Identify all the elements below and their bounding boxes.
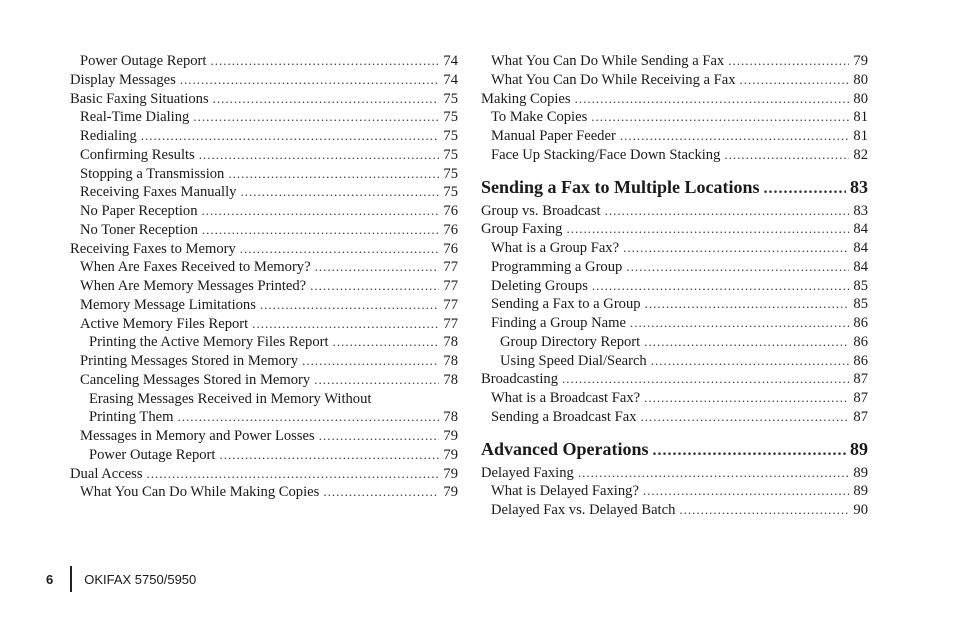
toc-entry-title: Messages in Memory and Power Losses bbox=[80, 428, 315, 444]
toc-entry bbox=[481, 108, 868, 127]
toc-entry bbox=[481, 127, 868, 146]
toc-leader-dots bbox=[740, 71, 850, 90]
toc-entry-title: Delayed Faxing bbox=[481, 464, 574, 481]
toc-leader-dots bbox=[302, 352, 439, 371]
toc-entry-title: Programming a Group bbox=[491, 258, 623, 275]
toc-entry bbox=[481, 352, 868, 371]
toc-page-number: 79 bbox=[443, 465, 458, 482]
toc-entry-title: Manual Paper Feeder bbox=[491, 128, 616, 144]
toc-entry-title: Sending a Fax to a Group bbox=[491, 296, 641, 313]
toc-leader-dots bbox=[592, 277, 850, 296]
toc-page-number: 90 bbox=[853, 502, 868, 518]
toc-entry-title: Real-Time Dialing bbox=[80, 109, 190, 126]
toc-entry bbox=[70, 483, 458, 502]
toc-leader-dots bbox=[591, 108, 849, 127]
toc-leader-dots bbox=[643, 482, 849, 501]
toc-entry-title: What You Can Do While Sending a Fax bbox=[491, 53, 725, 69]
toc-page-number: 76 bbox=[443, 240, 458, 257]
toc-leader-dots bbox=[199, 146, 440, 165]
toc-entry bbox=[70, 352, 458, 371]
toc-entry bbox=[481, 389, 868, 408]
page-footer bbox=[46, 566, 196, 592]
toc-entry-title: No Paper Reception bbox=[80, 203, 198, 219]
toc-page-number: 79 bbox=[853, 53, 868, 69]
toc-entry bbox=[481, 90, 868, 109]
toc-entry-title: To Make Copies bbox=[491, 109, 588, 126]
toc-entry bbox=[70, 90, 458, 109]
toc-leader-dots bbox=[193, 108, 439, 127]
toc-page-number: 75 bbox=[443, 165, 458, 182]
toc-entry-title: Printing Them bbox=[89, 409, 174, 426]
toc-entry-title: Sending a Broadcast Fax bbox=[491, 408, 637, 425]
toc-leader-dots bbox=[641, 408, 850, 427]
toc-page-number: 89 bbox=[853, 483, 868, 500]
toc-leader-dots bbox=[319, 427, 440, 446]
toc-leader-dots bbox=[333, 333, 440, 352]
toc-leader-dots bbox=[644, 389, 849, 408]
toc-page-number: 75 bbox=[443, 184, 458, 201]
toc-entry bbox=[70, 465, 458, 484]
toc-entry-title: What You Can Do While Receiving a Fax bbox=[491, 71, 736, 88]
toc-entry bbox=[70, 408, 458, 427]
toc-page-number: 74 bbox=[443, 53, 458, 69]
toc-entry bbox=[481, 408, 868, 427]
toc-page-number: 78 bbox=[443, 371, 458, 388]
toc-entry bbox=[70, 277, 458, 296]
toc-entry bbox=[70, 390, 458, 409]
toc-entry bbox=[481, 239, 868, 258]
toc-entry bbox=[481, 295, 868, 314]
toc-page-number: 77 bbox=[443, 259, 458, 276]
toc-leader-dots bbox=[724, 146, 849, 165]
toc-entry-title: When Are Memory Messages Printed? bbox=[80, 278, 307, 294]
toc-entry bbox=[70, 333, 458, 352]
toc-entry bbox=[481, 71, 868, 90]
toc-entry-title: Power Outage Report bbox=[80, 53, 207, 69]
toc-entry bbox=[481, 277, 868, 296]
toc-page-number: 75 bbox=[443, 146, 458, 163]
toc-entry-title: Dual Access bbox=[70, 465, 143, 482]
toc-leader-dots bbox=[141, 127, 440, 146]
toc-page-number: 80 bbox=[853, 90, 868, 107]
toc-entry bbox=[70, 183, 458, 202]
toc-leader-dots bbox=[630, 314, 849, 333]
toc-entry-title: Display Messages bbox=[70, 71, 176, 88]
toc-page-number: 86 bbox=[853, 352, 868, 369]
toc-entry-title: Erasing Messages Received in Memory Without bbox=[89, 390, 372, 407]
toc-entry bbox=[70, 258, 458, 277]
toc-leader-dots bbox=[575, 90, 850, 109]
toc-entry bbox=[481, 258, 868, 277]
toc-entry-title: Printing the Active Memory Files Report bbox=[89, 334, 329, 351]
toc-leader-dots bbox=[202, 202, 440, 221]
toc-leader-dots bbox=[644, 333, 849, 352]
toc-entry-title: Face Up Stacking/Face Down Stacking bbox=[491, 146, 721, 163]
toc-entry bbox=[70, 315, 458, 334]
toc-leader-dots bbox=[213, 90, 440, 109]
toc-page-number: 79 bbox=[443, 484, 458, 501]
toc-entry-title: Using Speed Dial/Search bbox=[500, 352, 647, 369]
toc-leader-dots bbox=[177, 408, 439, 427]
toc-page-number: 86 bbox=[853, 333, 868, 350]
toc-page-number: 75 bbox=[443, 90, 458, 107]
toc-entry bbox=[481, 464, 868, 483]
toc-leader-dots bbox=[202, 221, 440, 240]
toc-page-number: 78 bbox=[443, 353, 458, 369]
toc-page-number: 75 bbox=[443, 128, 458, 144]
toc-leader-dots bbox=[240, 240, 440, 259]
toc-leader-dots bbox=[651, 352, 850, 371]
toc-entry bbox=[70, 427, 458, 446]
toc-entry-title: Sending a Fax to Multiple Locations bbox=[481, 176, 760, 197]
toc-entry-title: What You Can Do While Making Copies bbox=[80, 484, 320, 501]
toc-page-number: 77 bbox=[443, 296, 458, 313]
toc-leader-dots bbox=[605, 202, 850, 221]
toc-right-column bbox=[481, 52, 868, 520]
toc-page-number: 87 bbox=[853, 371, 868, 388]
toc-page-number: 74 bbox=[443, 71, 458, 88]
toc-leader-dots bbox=[566, 220, 849, 239]
toc-page-number: 87 bbox=[853, 390, 868, 406]
toc-page-number: 89 bbox=[850, 438, 868, 459]
toc-entry bbox=[481, 314, 868, 333]
toc-entry-title: What is a Group Fax? bbox=[491, 240, 620, 256]
toc-leader-dots bbox=[679, 501, 849, 520]
toc-section-heading bbox=[481, 172, 868, 202]
toc-leader-dots bbox=[180, 71, 440, 90]
toc-leader-dots bbox=[562, 370, 849, 389]
toc-leader-dots bbox=[219, 446, 439, 465]
toc-page-number: 84 bbox=[853, 221, 868, 238]
toc-leader-dots bbox=[314, 371, 439, 390]
toc-entry bbox=[481, 202, 868, 221]
toc-entry bbox=[70, 146, 458, 165]
toc-entry bbox=[481, 370, 868, 389]
toc-page-number: 80 bbox=[853, 71, 868, 88]
toc-page-number: 78 bbox=[443, 334, 458, 351]
toc-entry bbox=[70, 165, 458, 184]
toc-entry-title: Memory Message Limitations bbox=[80, 296, 256, 313]
toc-entry bbox=[481, 501, 868, 520]
toc-leader-dots bbox=[626, 258, 849, 277]
toc-entry bbox=[70, 108, 458, 127]
toc-entry bbox=[481, 482, 868, 501]
toc-page-number: 79 bbox=[443, 428, 458, 444]
toc-entry-title: Broadcasting bbox=[481, 371, 559, 388]
toc-page-number: 78 bbox=[443, 409, 458, 426]
toc-page-number: 76 bbox=[443, 203, 458, 219]
toc-entry bbox=[481, 220, 868, 239]
footer-divider bbox=[70, 566, 72, 592]
toc-page-number: 76 bbox=[443, 221, 458, 238]
toc-entry-title: Confirming Results bbox=[80, 146, 195, 163]
toc-entry-title: Making Copies bbox=[481, 90, 571, 107]
toc-entry bbox=[70, 202, 458, 221]
toc-entry bbox=[481, 333, 868, 352]
toc-entry-title: Power Outage Report bbox=[89, 446, 216, 463]
toc-entry bbox=[70, 52, 458, 71]
toc-entry-title: Group vs. Broadcast bbox=[481, 202, 601, 219]
toc-entry bbox=[70, 446, 458, 465]
toc-leader-dots bbox=[310, 277, 439, 296]
toc-leader-dots bbox=[623, 239, 849, 258]
toc-leader-dots bbox=[315, 258, 440, 277]
toc-page-number: 84 bbox=[853, 240, 868, 256]
toc-entry bbox=[70, 127, 458, 146]
toc-entry-title: Finding a Group Name bbox=[491, 315, 626, 331]
toc-leader-dots bbox=[252, 315, 439, 334]
toc-page-number: 83 bbox=[853, 202, 868, 219]
toc-page-number: 87 bbox=[853, 408, 868, 425]
toc-entry-title: Redialing bbox=[80, 128, 137, 144]
toc-leader-dots bbox=[578, 464, 850, 483]
toc-entry-title: Deleting Groups bbox=[491, 277, 588, 294]
toc-page-number: 81 bbox=[853, 128, 868, 144]
toc-entry-title: What is a Broadcast Fax? bbox=[491, 390, 641, 406]
toc-entry-title: Group Faxing bbox=[481, 221, 563, 238]
toc-entry-title: Advanced Operations bbox=[481, 438, 649, 459]
toc-page-number: 84 bbox=[853, 258, 868, 275]
footer-page-number: 6 bbox=[46, 571, 54, 587]
toc-page-number: 82 bbox=[853, 146, 868, 163]
toc-page-number: 79 bbox=[443, 446, 458, 463]
toc-entry bbox=[70, 371, 458, 390]
toc-entry-title: Receiving Faxes Manually bbox=[80, 184, 237, 201]
toc-entry bbox=[481, 52, 868, 71]
toc-entry-title: Canceling Messages Stored in Memory bbox=[80, 371, 311, 388]
toc-leader-dots bbox=[728, 52, 849, 71]
toc-leader-dots bbox=[620, 127, 850, 146]
toc-leader-dots bbox=[653, 436, 846, 466]
toc-leader-dots bbox=[323, 483, 439, 502]
toc-entry bbox=[70, 296, 458, 315]
toc-leader-dots bbox=[147, 465, 440, 484]
toc-leader-dots bbox=[228, 165, 439, 184]
toc-entry-title: What is Delayed Faxing? bbox=[491, 483, 639, 500]
toc-entry bbox=[70, 71, 458, 90]
toc-leader-dots bbox=[764, 174, 846, 204]
toc-entry-title: Basic Faxing Situations bbox=[70, 90, 209, 107]
toc-page-number: 77 bbox=[443, 315, 458, 332]
toc-page-number: 86 bbox=[853, 315, 868, 331]
toc-entry bbox=[481, 146, 868, 165]
toc-page-number: 77 bbox=[443, 278, 458, 294]
toc-page-number: 83 bbox=[850, 176, 868, 197]
toc-leader-dots bbox=[210, 52, 439, 71]
toc-entry-title: Stopping a Transmission bbox=[80, 165, 225, 182]
toc-page-number: 85 bbox=[853, 296, 868, 313]
toc-entry-title: Active Memory Files Report bbox=[80, 315, 249, 332]
toc-page-number: 85 bbox=[853, 277, 868, 294]
toc-entry-title: Printing Messages Stored in Memory bbox=[80, 353, 299, 369]
toc-entry-title: Delayed Fax vs. Delayed Batch bbox=[491, 502, 676, 518]
toc-section-heading bbox=[481, 434, 868, 464]
toc-entry-title: When Are Faxes Received to Memory? bbox=[80, 259, 311, 276]
toc-entry-title: Receiving Faxes to Memory bbox=[70, 240, 236, 257]
toc-entry-title: Group Directory Report bbox=[500, 333, 641, 350]
toc-leader-dots bbox=[260, 296, 439, 315]
toc-leader-dots bbox=[240, 183, 439, 202]
toc-left-column bbox=[70, 52, 458, 502]
toc-leader-dots bbox=[645, 295, 850, 314]
footer-product-name: OKIFAX 5750/5950 bbox=[84, 571, 197, 587]
toc-entry-title: No Toner Reception bbox=[80, 221, 198, 238]
toc-entry bbox=[70, 221, 458, 240]
toc-page-number: 75 bbox=[443, 109, 458, 126]
toc-page-number: 81 bbox=[853, 109, 868, 126]
toc-entry bbox=[70, 240, 458, 259]
toc-page-number: 89 bbox=[853, 464, 868, 481]
